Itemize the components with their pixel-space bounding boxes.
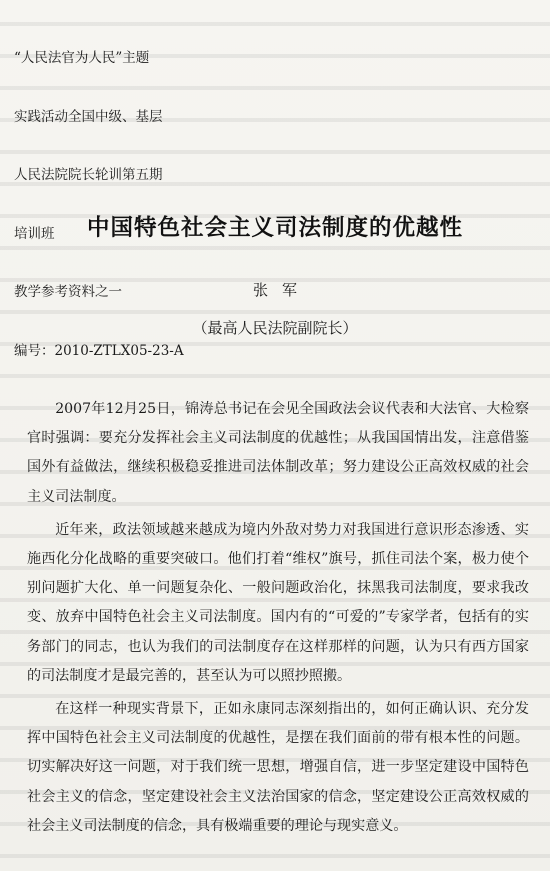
author-affiliation: （最高人民法院副院长） [192,319,358,337]
article-author: 张军 [252,281,311,299]
body-paragraph: 2007年12月25日，锦涛总书记在会见全国政法会议代表和大法官、大检察官时强调：要充分发挥社会主义司法制度的优越性；从我国国情出发，注意借鉴国外有益做法，继续积极稳妥推进司法体制改革；努力建设公正高效权威的社会主义司法制度。 [27,401,529,505]
body-paragraph: 近年来，政法领域越来越成为境内外敌对势力对我国进行意识形态渗透、实施西化分化战略的重要突破口。他们打着“维权”旗号，抓住司法个案，极力使个别问题扩大化、单一问题复杂化、一般问题政治化，抹黑我司法制度，要求我改变、放弃中国特色社会主义司法制度。国内有的“可爱的”专家学者，包括有的实务部门的同志，也认为我们的司法制度存在这样那样的问题，认为只有西方国家的司法制度才是最完善的，甚至认为可以照抄照搬。 [27,521,529,684]
header-line: 实践活动全国中级、基层 [14,108,163,125]
header-line: 培训班 [14,225,55,242]
header-line: “人民法官为人民”主题 [14,50,150,66]
header-line: 教学参考资料之一 [14,284,122,300]
article-body [27,395,529,841]
header-document-number: 编号：2010-ZTLX05-23-A [14,342,184,359]
article-title: 中国特色社会主义司法制度的优越性 [86,215,463,241]
document-header-block [14,10,274,400]
header-line: 人民法院院长轮训第五期 [14,167,163,183]
body-paragraph: 在这样一种现实背景下，正如永康同志深刻指出的，如何正确认识、充分发挥中国特色社会主义司法制度的优越性，是摆在我们面前的带有根本性的问题。切实解决好这一问题，对于我们统一思想，增强自信，进一步坚定建设中国特色社会主义的信念，坚定建设社会主义法治国家的信念，坚定建设公正高效权威的社会主义司法制度的信念，具有极端重要的理论与现实意义。 [27,701,529,834]
